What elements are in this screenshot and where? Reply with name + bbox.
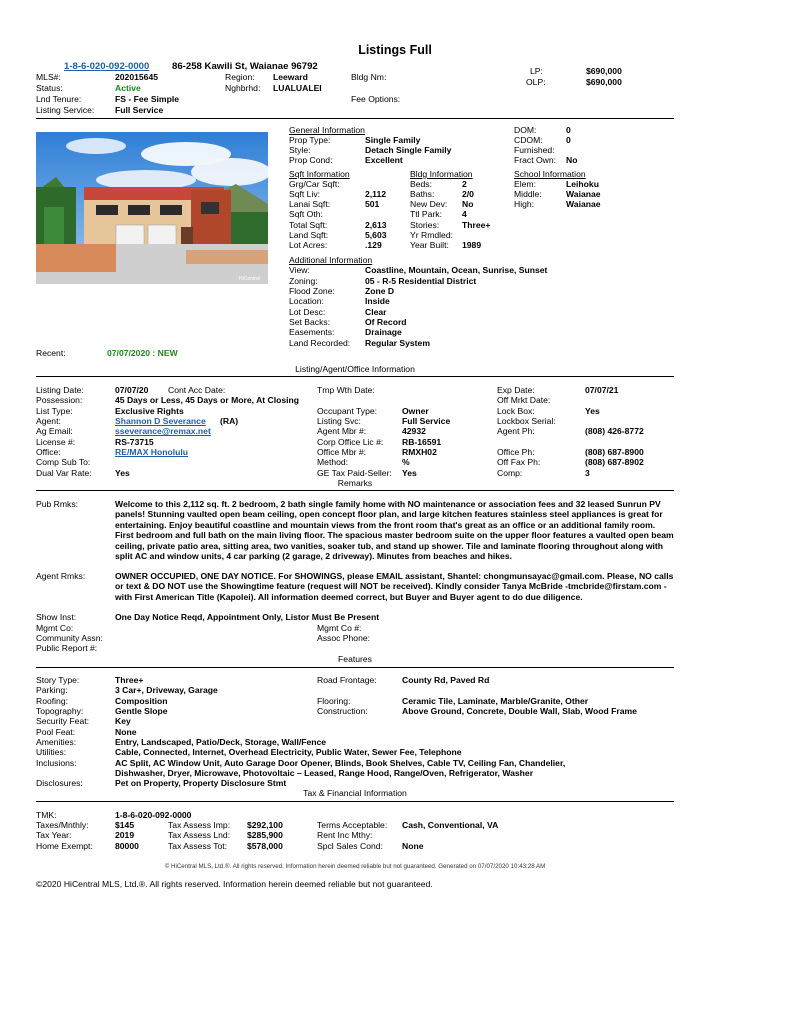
rent-inc-label: Rent Inc Mthy: (317, 830, 373, 840)
new-dev-value: No (462, 199, 474, 209)
flooring-label: Flooring: (317, 696, 351, 706)
topography-label: Topography: (36, 706, 84, 716)
listing-service-value: Full Service (115, 105, 164, 115)
utilities-label: Utilities: (36, 747, 67, 757)
middle-value: Waianae (566, 189, 601, 199)
sqft-oth-label: Sqft Oth: (289, 209, 323, 219)
cdom-label: CDOM: (514, 135, 543, 145)
footer-generated: © HiCentral MLS, Ltd.®. All rights reserved. Information herein deemed reliable but not guaranteed. Generated on 07/07/2020 10:43:28 AM (164, 863, 546, 870)
recent-value: 07/07/2020 : NEW (107, 348, 178, 358)
high-value: Waianae (566, 199, 601, 209)
list-type-label: List Type: (36, 406, 73, 416)
prop-type-value: Single Family (365, 135, 421, 145)
fee-options-label: Fee Options: (351, 94, 401, 104)
listing-date-label: Listing Date: (36, 385, 84, 395)
tmk-value: 1-8-6-020-092-0000 (115, 810, 192, 820)
off-mrkt-date-label: Off Mrkt Date: (497, 395, 551, 405)
agent-suffix: (RA) (220, 416, 239, 426)
agent-label: Agent: (36, 416, 61, 426)
office-link[interactable]: RE/MAX Honolulu (115, 447, 189, 457)
assess-tot-label: Tax Assess Tot: (168, 841, 228, 851)
elem-label: Elem: (514, 179, 536, 189)
total-sqft-label: Total Sqft: (289, 220, 328, 230)
stories-value: Three+ (462, 220, 491, 230)
tmp-wth-date-label: Tmp Wth Date: (317, 385, 375, 395)
beds-value: 2 (462, 179, 467, 189)
home-exempt-value: 80000 (115, 841, 139, 851)
agent-mbr-value: 42932 (402, 426, 426, 436)
agent-remarks-label: Agent Rmks: (36, 571, 86, 581)
sqft-liv-value: 2,112 (365, 189, 387, 199)
land-recorded-label: Land Recorded: (289, 338, 351, 348)
style-value: Detach Single Family (365, 145, 452, 155)
assess-lnd-label: Tax Assess Lnd: (168, 830, 231, 840)
prop-type-label: Prop Type: (289, 135, 331, 145)
mgmt-co-num-label: Mgmt Co #: (317, 623, 362, 633)
zoning-value: 05 - R-5 Residential District (365, 276, 477, 286)
disclosures-label: Disclosures: (36, 778, 83, 788)
amenities-label: Amenities: (36, 737, 77, 747)
page-title: Listings Full (358, 43, 432, 57)
assoc-phone-label: Assoc Phone: (317, 633, 371, 643)
off-fax-value: (808) 687-8902 (585, 457, 644, 467)
prop-cond-value: Excellent (365, 155, 403, 165)
comp-label: Comp: (497, 468, 523, 478)
baths-value: 2/0 (462, 189, 474, 199)
terms-label: Terms Acceptable: (317, 820, 388, 830)
method-label: Method: (317, 457, 349, 467)
listing-date-value: 07/07/20 (115, 385, 149, 395)
photo-watermark: HiCentral (239, 276, 260, 282)
corp-lic-label: Corp Office Lic #: (317, 437, 384, 447)
show-inst-value: One Day Notice Reqd, Appointment Only, Listor Must Be Present (115, 612, 380, 622)
road-frontage-value: County Rd, Paved Rd (402, 675, 490, 685)
section-agent-heading: Listing/Agent/Office Information (295, 364, 415, 374)
corp-lic-value: RB-16591 (402, 437, 442, 447)
dom-value: 0 (566, 125, 571, 135)
grg-sqft-label: Grg/Car Sqft: (289, 179, 340, 189)
listing-address: 86-258 Kawili St, Waianae 96792 (172, 61, 318, 72)
location-label: Location: (289, 296, 324, 306)
assess-imp-value: $292,100 (247, 820, 283, 830)
location-value: Inside (365, 296, 390, 306)
baths-label: Baths: (410, 189, 435, 199)
story-type-label: Story Type: (36, 675, 80, 685)
mls-number: 202015645 (115, 72, 159, 82)
assess-imp-label: Tax Assess Imp: (168, 820, 231, 830)
bldg-name-label: Bldg Nm: (351, 72, 387, 82)
land-sqft-value: 5,603 (365, 230, 387, 240)
pool-feat-label: Pool Feat: (36, 727, 76, 737)
office-ph-value: (808) 687-8900 (585, 447, 644, 457)
recent-label: Recent: (36, 348, 66, 358)
agent-mbr-label: Agent Mbr #: (317, 426, 367, 436)
divider (36, 801, 674, 802)
tenure-label: Lnd Tenure: (36, 94, 82, 104)
set-backs-label: Set Backs: (289, 317, 331, 327)
possession-label: Possession: (36, 395, 83, 405)
year-built-value: 1989 (462, 240, 482, 250)
lp-label: LP: (530, 66, 543, 76)
fract-own-value: No (566, 155, 578, 165)
stories-label: Stories: (410, 220, 440, 230)
agent-ph-label: Agent Ph: (497, 426, 535, 436)
mls-label: MLS#: (36, 72, 61, 82)
community-assn-label: Community Assn: (36, 633, 103, 643)
occupant-type-label: Occupant Type: (317, 406, 378, 416)
list-type-value: Exclusive Rights (115, 406, 184, 416)
office-mbr-value: RMXH02 (402, 447, 437, 457)
status-label: Status: (36, 83, 63, 93)
spcl-sales-value: None (402, 841, 424, 851)
license-value: RS-73715 (115, 437, 154, 447)
footer-copyright: ©2020 HiCentral MLS, Ltd.®. All rights reserved. Information herein deemed reliable but not guaranteed. (36, 879, 433, 889)
dual-var-label: Dual Var Rate: (36, 468, 92, 478)
lock-box-label: Lock Box: (497, 406, 535, 416)
agent-ph-value: (808) 426-8772 (585, 426, 644, 436)
office-mbr-label: Office Mbr #: (317, 447, 367, 457)
divider (36, 667, 674, 668)
lanai-sqft-label: Lanai Sqft: (289, 199, 331, 209)
olp-label: OLP: (526, 77, 546, 87)
pub-remarks-label: Pub Rmks: (36, 499, 79, 509)
lockbox-serial-label: Lockbox Serial: (497, 416, 556, 426)
lot-acres-value: .129 (365, 240, 382, 250)
bldg-info-heading: Bldg Information (410, 169, 473, 179)
house-image (36, 132, 268, 284)
license-label: License #: (36, 437, 76, 447)
dom-label: DOM: (514, 125, 537, 135)
lock-box-value: Yes (585, 406, 600, 416)
tax-year-value: 2019 (115, 830, 135, 840)
roofing-value: Composition (115, 696, 168, 706)
public-report-label: Public Report #: (36, 643, 98, 653)
view-label: View: (289, 265, 310, 275)
sqft-liv-label: Sqft Liv: (289, 189, 321, 199)
story-type-value: Three+ (115, 675, 144, 685)
olp-value: $690,000 (586, 77, 622, 87)
furnished-label: Furnished: (514, 145, 555, 155)
terms-value: Cash, Conventional, VA (402, 820, 499, 830)
ttl-park-value: 4 (462, 209, 467, 219)
inclusions-label: Inclusions: (36, 758, 77, 768)
cont-acc-date-label: Cont Acc Date: (168, 385, 226, 395)
divider (36, 376, 674, 377)
fract-own-label: Fract Own: (514, 155, 557, 165)
flood-zone-label: Flood Zone: (289, 286, 335, 296)
off-fax-label: Off Fax Ph: (497, 457, 541, 467)
section-remarks-heading: Remarks (337, 478, 373, 488)
land-recorded-value: Regular System (365, 338, 430, 348)
parking-value: 3 Car+, Driveway, Garage (115, 685, 218, 695)
lp-value: $690,000 (586, 66, 622, 76)
spcl-sales-label: Spcl Sales Cond: (317, 841, 383, 851)
agent-email-label: Ag Email: (36, 426, 73, 436)
dual-var-value: Yes (115, 468, 130, 478)
agent-name-link[interactable]: Shannon D Severance (115, 416, 206, 426)
divider (36, 490, 674, 491)
cdom-value: 0 (566, 135, 571, 145)
high-label: High: (514, 199, 535, 209)
exp-date-label: Exp Date: (497, 385, 535, 395)
property-photo[interactable] (36, 132, 268, 284)
beds-label: Beds: (410, 179, 432, 189)
amenities-value: Entry, Landscaped, Patio/Deck, Storage, Wall/Fence (115, 737, 327, 747)
new-dev-label: New Dev: (410, 199, 448, 209)
security-feat-label: Security Feat: (36, 716, 90, 726)
pool-feat-value: None (115, 727, 137, 737)
home-exempt-label: Home Exempt: (36, 841, 93, 851)
general-info-heading: General Information (289, 125, 365, 135)
section-features-heading: Features (338, 654, 372, 664)
taxes-label: Taxes/Mnthly: (36, 820, 89, 830)
zoning-label: Zoning: (289, 276, 318, 286)
security-feat-value: Key (115, 716, 131, 726)
assess-lnd-value: $285,900 (247, 830, 283, 840)
tmk-link[interactable]: 1-8-6-020-092-0000 (64, 61, 150, 72)
easements-label: Easements: (289, 327, 335, 337)
road-frontage-label: Road Frontage: (317, 675, 377, 685)
occupant-type-value: Owner (402, 406, 429, 416)
method-value: % (402, 457, 410, 467)
mgmt-co-label: Mgmt Co: (36, 623, 74, 633)
topography-value: Gentle Slope (115, 706, 168, 716)
region-label: Region: (225, 72, 255, 82)
taxes-value: $145 (115, 820, 135, 830)
yr-rmdled-label: Yr Rmdled: (410, 230, 453, 240)
roofing-label: Roofing: (36, 696, 69, 706)
school-info-heading: School Information (514, 169, 586, 179)
easements-value: Drainage (365, 327, 402, 337)
assess-tot-value: $578,000 (247, 841, 283, 851)
office-ph-label: Office Ph: (497, 447, 535, 457)
elem-value: Leihoku (566, 179, 599, 189)
utilities-value: Cable, Connected, Internet, Overhead Electricity, Public Water, Sewer Fee, Telephone (115, 747, 462, 757)
total-sqft-value: 2,613 (365, 220, 387, 230)
agent-remarks-text: OWNER OCCUPIED, ONE DAY NOTICE. For SHOWINGS, please EMAIL assistant, Shantel: chongmunsayac@gmail.com. Please, NO calls or text & DO NOT use the Showingtime feature (request will NOT be received). Kindly consider Tanya McBride -tmcbride@firstam.com - with First American Title (Kapolei). All information deemed correct, but Buyer and Buyer agent to do due diligence. (115, 571, 674, 602)
pub-remarks-text: Welcome to this 2,112 sq. ft. 2 bedroom, 2 bath single family home with NO maintenance or association fees and 32 leased Sunrun PV panels! Stunning vaulted open beam ceiling, open concept floor plan, and large kitchen features stainless steel appliances is great for entertaining. Enjoy beautiful coastline and mountain views from the front room that's great as an office or an additional family room. First bedroom and full bath on the main living floor. The spacious master bedroom suite on the upper floor features a vaulted open beam ceiling, private patio area, sitting area, two vanities, soaker tub, and stand up shower. Tile and laminate flooring throughout along with split AC and window units, 4 car parking (2 garage, 2 driveway). Minutes from beaches and hikes. (115, 499, 674, 562)
comp-sub-label: Comp Sub To: (36, 457, 91, 467)
possession-value: 45 Days or Less, 45 Days or More, At Closing (115, 395, 300, 405)
flood-zone-value: Zone D (365, 286, 395, 296)
region-value: Leeward (273, 72, 308, 82)
listing-svc-label: Listing Svc: (317, 416, 361, 426)
flooring-value: Ceramic Tile, Laminate, Marble/Granite, Other (402, 696, 589, 706)
divider (36, 118, 674, 119)
disclosures-value: Pet on Property, Property Disclosure Stmt (115, 778, 287, 788)
show-inst-label: Show Inst: (36, 612, 77, 622)
ge-tax-value: Yes (402, 468, 417, 478)
parking-label: Parking: (36, 685, 68, 695)
listing-service-label: Listing Service: (36, 105, 95, 115)
section-tax-heading: Tax & Financial Information (303, 788, 407, 798)
style-label: Style: (289, 145, 311, 155)
middle-label: Middle: (514, 189, 542, 199)
construction-label: Construction: (317, 706, 368, 716)
listing-svc-value: Full Service (402, 416, 451, 426)
year-built-label: Year Built: (410, 240, 449, 250)
ge-tax-label: GE Tax Paid-Seller: (317, 468, 392, 478)
status-badge: Active (115, 83, 141, 93)
construction-value: Above Ground, Concrete, Double Wall, Slab, Wood Frame (402, 706, 637, 716)
inclusions-line-2: Dishwasher, Dryer, Microwave, Photovoltaic – Leased, Range Hood, Range/Oven, Refrigerator, Washer (115, 768, 534, 778)
comp-value: 3 (585, 468, 590, 478)
lanai-sqft-value: 501 (365, 199, 380, 209)
nghbrhd-label: Nghbrhd: (225, 83, 261, 93)
prop-cond-label: Prop Cond: (289, 155, 333, 165)
lot-desc-value: Clear (365, 307, 387, 317)
inclusions-line-1: AC Split, AC Window Unit, Auto Garage Door Opener, Blinds, Book Shelves, Cable TV, Ceiling Fan, Chandelier, (115, 758, 566, 768)
lot-desc-label: Lot Desc: (289, 307, 326, 317)
set-backs-value: Of Record (365, 317, 407, 327)
agent-email-link[interactable]: sseverance@remax.net (115, 426, 211, 436)
tax-year-label: Tax Year: (36, 830, 72, 840)
land-sqft-label: Land Sqft: (289, 230, 329, 240)
nghbrhd-value: LUALUALEI (273, 83, 322, 93)
additional-info-heading: Additional Information (289, 255, 373, 265)
exp-date-value: 07/07/21 (585, 385, 619, 395)
view-value: Coastline, Mountain, Ocean, Sunrise, Sunset (365, 265, 548, 275)
office-label: Office: (36, 447, 61, 457)
ttl-park-label: Ttl Park: (410, 209, 442, 219)
lot-acres-label: Lot Acres: (289, 240, 328, 250)
tenure-value: FS - Fee Simple (115, 94, 179, 104)
sqft-heading: Sqft Information (289, 169, 350, 179)
tmk-label: TMK: (36, 810, 57, 820)
